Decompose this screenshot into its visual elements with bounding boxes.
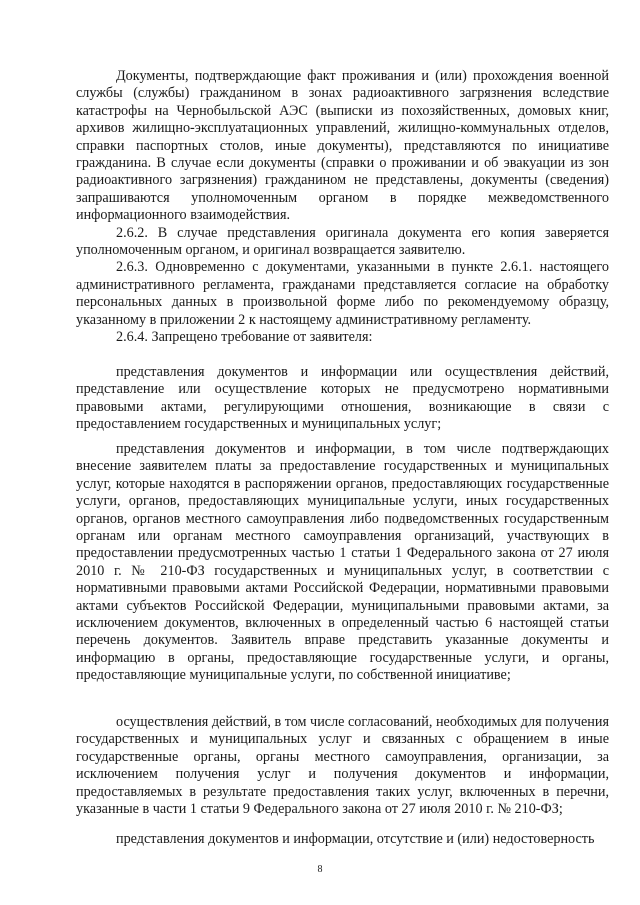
paragraph-2-6-3: 2.6.3. Одновременно с документами, указанными в пункте 2.6.1. настоящего административного регламента, гражданами представляется согласие на обработку персональных данных в произвольной форме либо по рекомендуемому образцу, указанному в приложении 2 к настоящему административному регламенту. [76,259,609,328]
paragraph-prohibition-3: осуществления действий, в том числе согласований, необходимых для получения государственных и муниципальных услуг и связанных с обращением в иные государственные органы, органы местного самоуправления, организации, за исключением получения услуг и получения документов и информации, предоставляемых в результате предоставления таких услуг, включенных в перечни, указанные в части 1 статьи 9 Федерального закона от 27 июля 2010 г. № 210-ФЗ; [76,714,609,818]
paragraph-prohibition-2: представления документов и информации, в том числе подтверждающих внесение заявителем платы за предоставление государственных и муниципальных услуг, которые находятся в распоряжении органов, предоставляющих государственные услуги, органов, предоставляющих муниципальные услуги, иных государственных органов, органов местного самоуправления либо подведомственных государственным органам или органам местного самоуправления организаций, участвующих в предоставлении предусмотренных частью 1 статьи 1 Федерального закона от 27 июля 2010 г. № 210-ФЗ государственных и муниципальных услуг, в соответствии с нормативными правовыми актами Российской Федерации, нормативными правовыми актами субъектов Российской Федерации, муниципальными правовыми актами, за исключением документов, включенных в определенный частью 6 настоящей статьи перечень документов. Заявитель вправе представить указанные документы и информацию в органы, предоставляющие государственные услуги, и органы, предоставляющие муниципальные услуги, по собственной инициативе; [76,441,609,684]
paragraph-prohibition-1: представления документов и информации или осуществления действий, представление или осуществление которых не предусмотрено нормативными правовыми актами, регулирующими отношения, возникающие в связи с предоставлением государственных и муниципальных услуг; [76,364,609,433]
paragraph-prohibition-4: представления документов и информации, отсутствие и (или) недостоверность [116,831,595,847]
paragraph-documents-residence: Документы, подтверждающие факт проживания и (или) прохождения военной службы (службы) гражданином в зонах радиоактивного загрязнения вследствие катастрофы на Чернобыльской АЭС (выписки из похозяйственных, домовых книг, архивов жилищно-эксплуатационных управлений, жилищно-коммунальных отделов, справки паспортных столов, иные документы), представляются по инициативе гражданина. В случае если документы (справки о проживании и об эвакуации из зон радиоактивного загрязнения) гражданином не представлены, документы (сведения) запрашиваются уполномоченным органом в порядке межведомственного информационного взаимодействия. [76,68,609,224]
text-block-prohibition-1 [76,364,609,434]
page-number: 8 [317,864,323,875]
text-block-prohibition-2 [76,441,609,685]
text-block-intro [76,68,609,347]
text-block-prohibition-3 [76,714,609,818]
text-block-prohibition-4 [76,831,609,848]
paragraph-2-6-2: 2.6.2. В случае представления оригинала документа его копия заверяется уполномоченным органом, и оригинал возвращается заявителю. [76,224,609,259]
paragraph-2-6-4: 2.6.4. Запрещено требование от заявителя: [116,329,373,346]
